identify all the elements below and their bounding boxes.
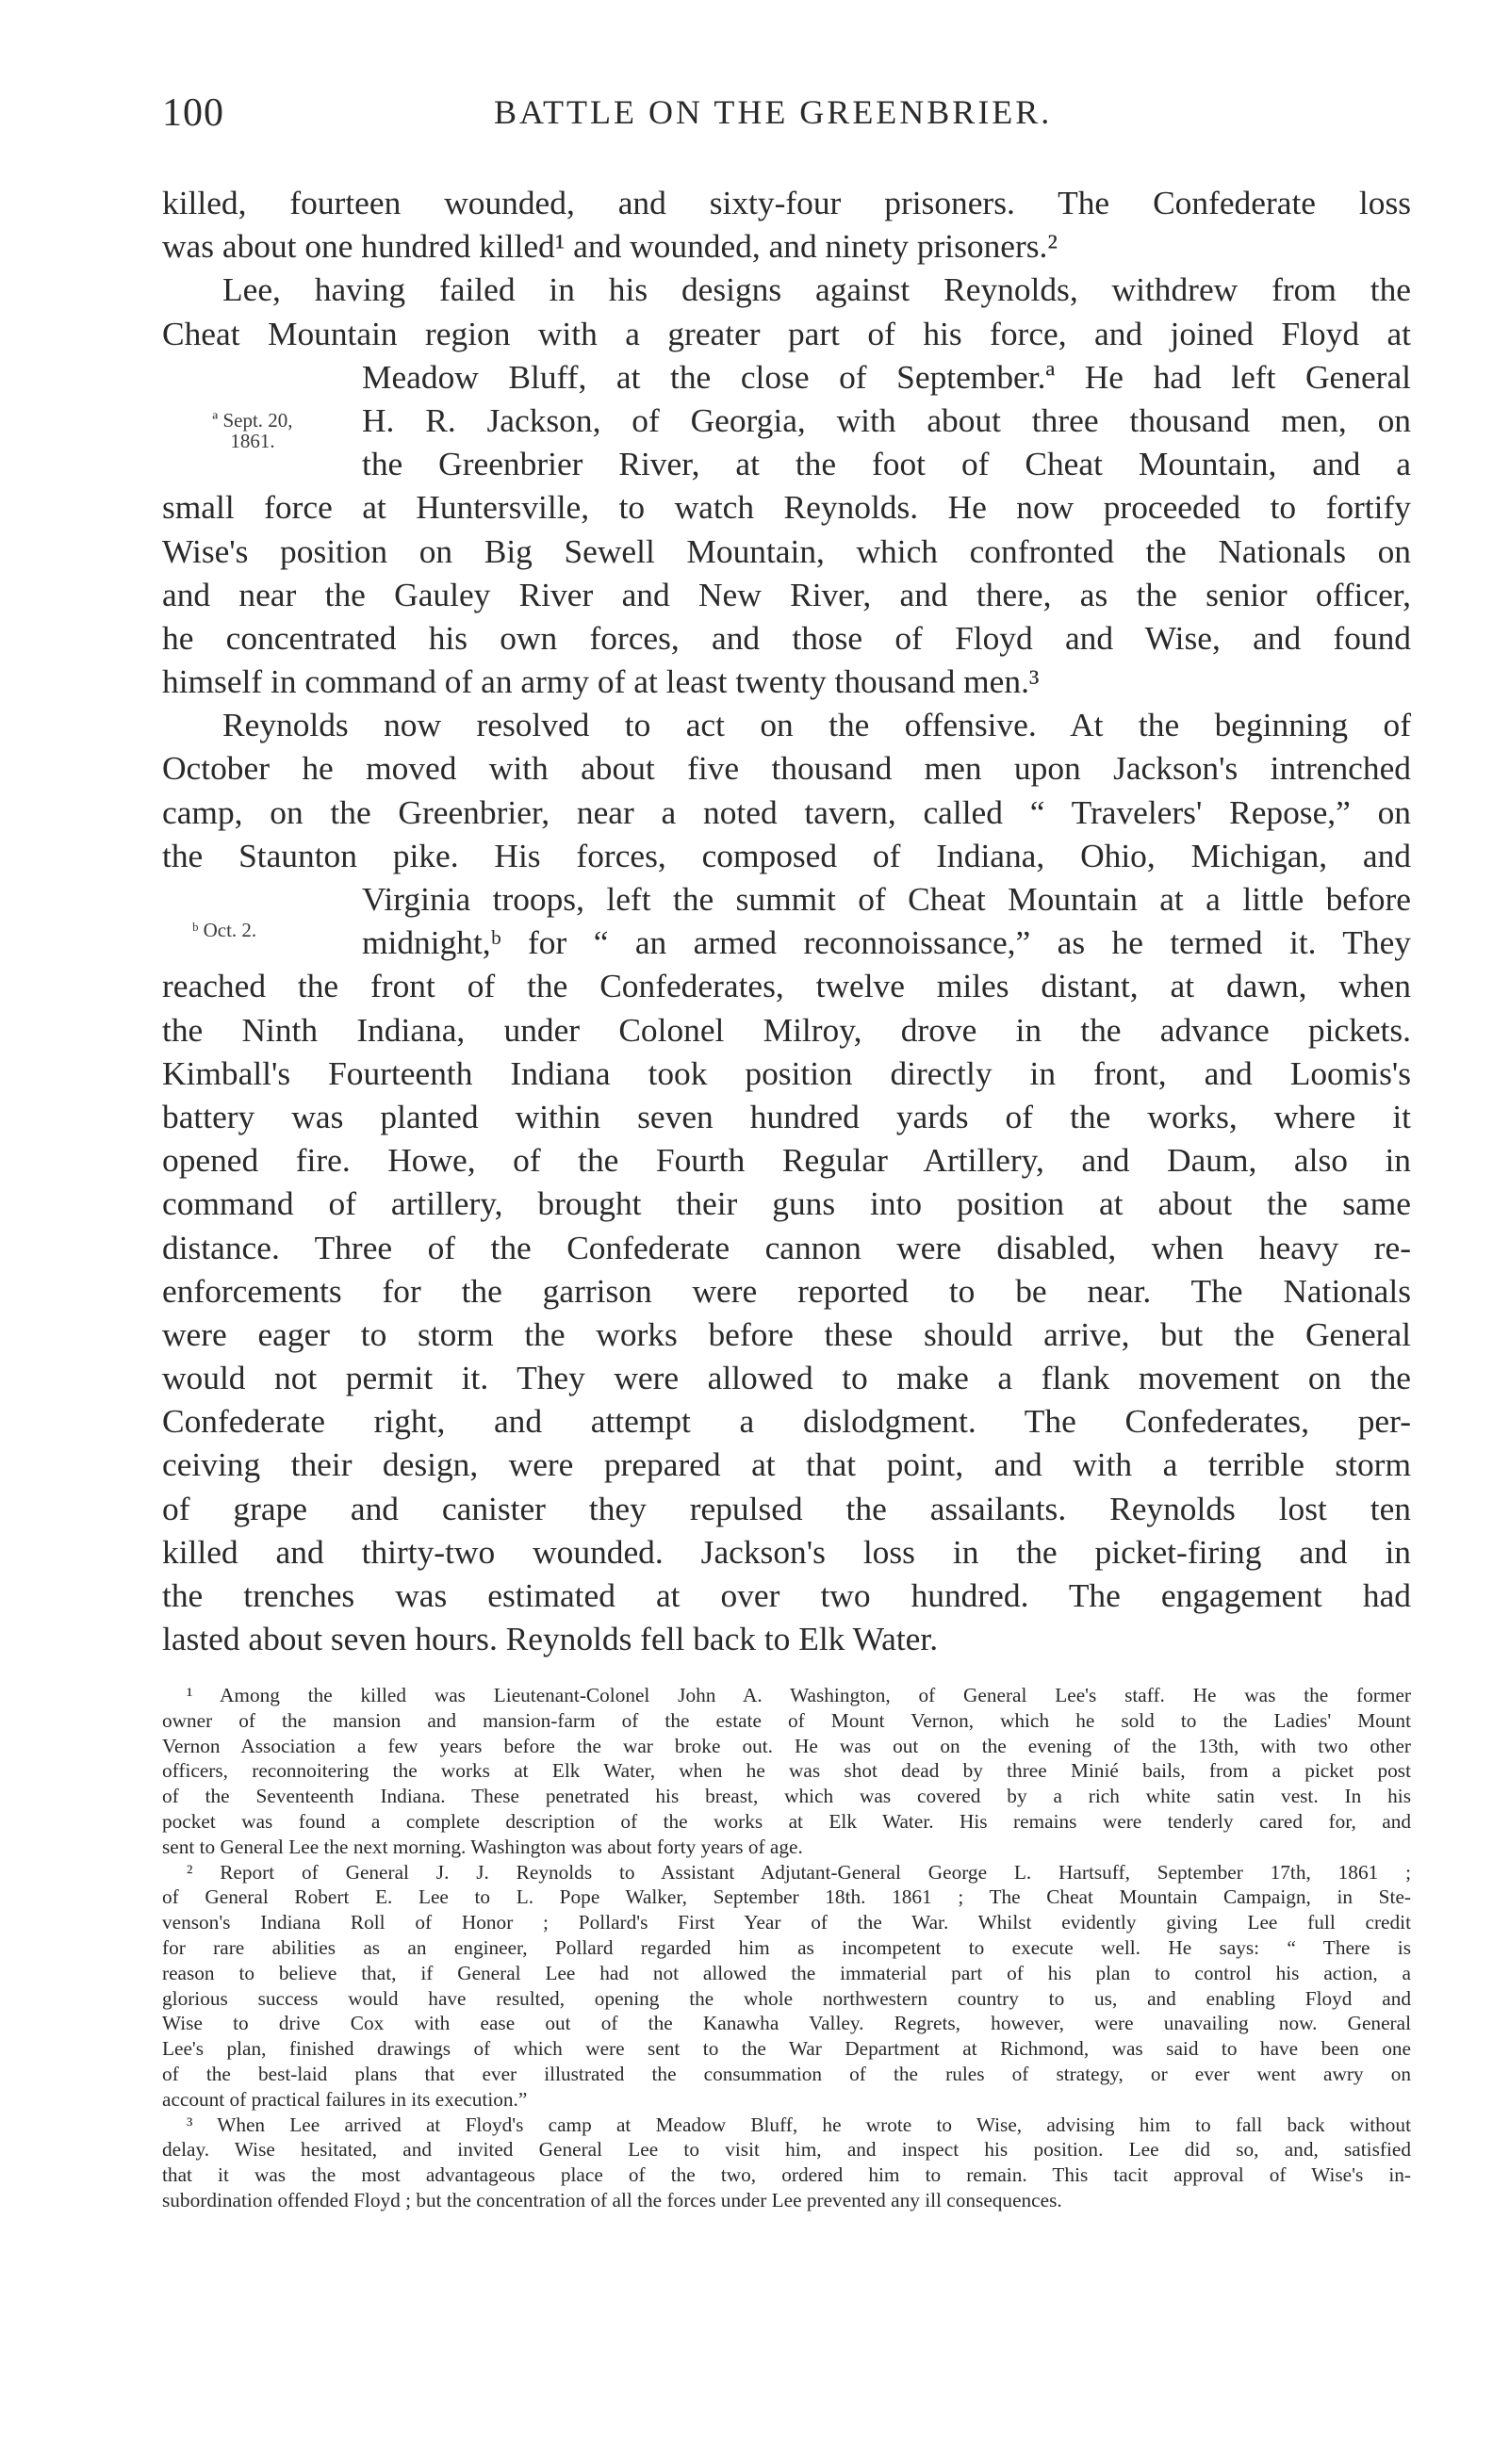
body-line: lasted about seven hours. Reynolds fell back to Elk Water. [162,1620,939,1658]
body-line: Virginia troops, left the summit of Cheat Mountain at a little before [362,880,1411,918]
footnote-line: officers, reconnoitering the works at Elk Water, when he was shot dead by three Minié bails, from a picket post [162,1759,1411,1783]
body-line: October he moved with about five thousand men upon Jackson's intrenched [162,749,1411,788]
body-line: Cheat Mountain region with a greater part of his force, and joined Floyd at [162,314,1411,352]
footnote-line: for rare abilities as an engineer, Pollard regarded him as incompetent to execute well. He says: “ There is [162,1935,1411,1959]
body-line: the Greenbrier River, at the foot of Cheat Mountain, and a [362,445,1411,483]
body-line: Kimball's Fourteenth Indiana took position directly in front, and Loomis's [162,1053,1411,1092]
body-line: the trenches was estimated at over two hundred. The engagement had [162,1576,1411,1614]
body-line: distance. Three of the Confederate cannon were disabled, when heavy re- [162,1228,1411,1266]
footnote-line: Wise to drive Cox with ease out of the Kanawha Valley. Regrets, however, were unavailing now. General [162,2012,1411,2035]
footnote-line: pocket was found a complete description of the works at Elk Water. His remains were tenderly cared for, and [162,1809,1411,1833]
footnote-line: ² Report of General J. J. Reynolds to Assistant Adjutant-General George L. Hartsuff, September 17th, 1861 ; [187,1860,1411,1884]
footnote-line: of General Robert E. Lee to L. Pope Walker, September 18th. 1861 ; The Cheat Mountain Campaign, in Ste- [162,1885,1411,1909]
body-line: command of artillery, brought their guns into position at about the same [162,1184,1411,1223]
footnote-line: reason to believe that, if General Lee had not allowed the immaterial part of his plan to control his action, a [162,1961,1411,1984]
body-line: he concentrated his own forces, and those of Floyd and Wise, and found [162,618,1411,657]
body-line: reached the front of the Confederates, twelve miles distant, at dawn, when [162,967,1411,1005]
footnote-line: subordination offended Floyd ; but the concentration of all the forces under Lee prevented any ill consequences. [162,2188,1062,2211]
footnote-line: delay. Wise hesitated, and invited General Lee to visit him, and inspect his position. Lee did so, and, satisfied [162,2138,1411,2162]
footnotes [162,1683,1411,2213]
body-line: and near the Gauley River and New River, and there, as the senior officer, [162,575,1411,613]
body-line: of grape and canister they repulsed the assailants. Reynolds lost ten [162,1489,1411,1527]
margin-note-line: 1861. [230,430,275,452]
body-line: ceiving their design, were prepared at that point, and with a terrible storm [162,1445,1411,1484]
body-line: was about one hundred killed¹ and wounded, and ninety prisoners.² [162,227,1058,266]
footnote-line: venson's Indiana Roll of Honor ; Pollard's First Year of the War. Whilst evidently giving Lee full credit [162,1911,1411,1934]
body-line: midnight,ᵇ for “ an armed reconnoissance,” as he termed it. They [362,923,1411,962]
body-line: Wise's position on Big Sewell Mountain, which confronted the Nationals on [162,531,1411,570]
footnote-line: owner of the mansion and mansion-farm of the estate of Mount Vernon, which he sold to the Ladies' Mount [162,1708,1411,1732]
footnote-line: Vernon Association a few years before the war broke out. He was out on the evening of the 13th, with two other [162,1734,1411,1757]
running-title: BATTLE ON THE GREENBRIER. [494,93,1053,131]
margin-note-line: ᵇ Oct. 2. [191,919,257,941]
footnote-line: sent to General Lee the next morning. Washington was about forty years of age. [162,1835,803,1858]
body-line: small force at Huntersville, to watch Reynolds. He now proceeded to fortify [162,488,1411,527]
footnote-line: Lee's plan, finished drawings of which were sent to the War Department at Richmond, was said to have been one [162,2037,1411,2061]
footnote-line: ¹ Among the killed was Lieutenant-Colonel John A. Washington, of General Lee's staff. He was the former [187,1684,1411,1706]
body-line: the Ninth Indiana, under Colonel Milroy, drove in the advance pickets. [162,1010,1411,1049]
body-line: Lee, having failed in his designs against Reynolds, withdrew from the [222,270,1411,309]
body-line: the Staunton pike. His forces, composed of Indiana, Ohio, Michigan, and [162,836,1411,874]
page-number: 100 [162,91,224,135]
body-line: Meadow Bluff, at the close of September.ª He had left General [362,357,1411,396]
body-line: Reynolds now resolved to act on the offensive. At the beginning of [222,706,1411,744]
body-line: killed, fourteen wounded, and sixty-four prisoners. The Confederate loss [162,184,1411,221]
body-line: battery was planted within seven hundred yards of the works, where it [162,1097,1411,1135]
footnote-line: ³ When Lee arrived at Floyd's camp at Meadow Bluff, he wrote to Wise, advising him to fall back without [187,2113,1411,2136]
footnote-line: account of practical failures in its execution.” [162,2087,528,2111]
page-header [162,90,1406,147]
body-line: were eager to storm the works before these should arrive, but the General [162,1314,1411,1353]
body-line: would not permit it. They were allowed to make a flank movement on the [162,1359,1411,1397]
footnote-line: of the Seventeenth Indiana. These penetrated his breast, which was covered by a rich white satin vest. In his [162,1785,1411,1808]
body-line: enforcements for the garrison were reported to be near. The Nationals [162,1271,1411,1310]
body-line: opened fire. Howe, of the Fourth Regular Artillery, and Daum, also in [162,1141,1411,1180]
footnote-line: glorious success would have resulted, opening the whole northwestern country to us, and enabling Floyd and [162,1986,1411,2010]
margin-note-line: ª Sept. 20, [212,409,293,432]
footnote-line: of the best-laid plans that ever illustrated the consummation of the rules of strategy, or ever went awry on [162,2062,1411,2085]
body-line: camp, on the Greenbrier, near a noted tavern, called “ Travelers' Repose,” on [162,792,1411,831]
body-line: himself in command of an army of at least twenty thousand men.³ [162,662,1040,701]
body-line: killed and thirty-two wounded. Jackson's loss in the picket-firing and in [162,1532,1411,1571]
body-line: Confederate right, and attempt a dislodgment. The Confederates, per- [162,1402,1411,1441]
body-text [162,181,1411,1660]
footnote-line: that it was the most advantageous place of the two, ordered him to remain. This tacit approval of Wise's in- [162,2163,1411,2187]
body-line: H. R. Jackson, of Georgia, with about three thousand men, on [362,400,1411,439]
